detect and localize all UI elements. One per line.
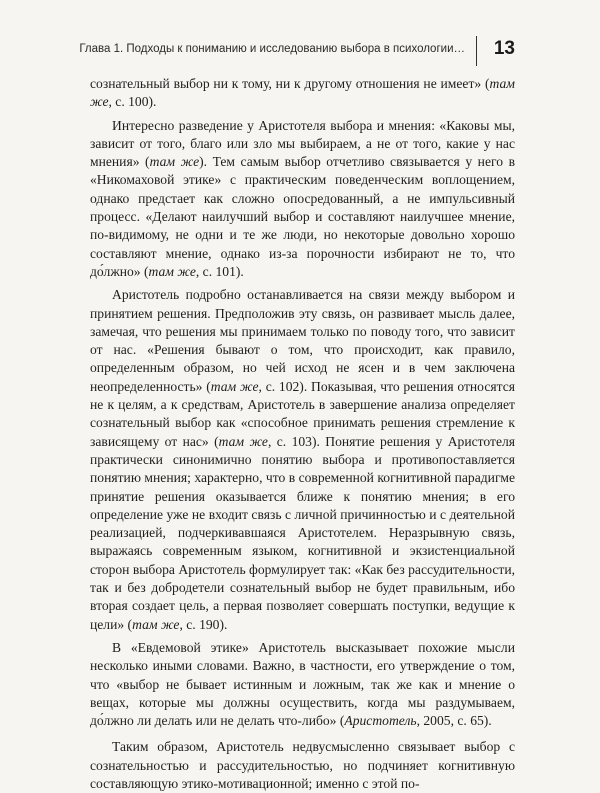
chapter-title: Глава 1. Подходы к пониманию и исследованию выбора в психологии… bbox=[79, 43, 465, 55]
citation-author: там же bbox=[149, 154, 200, 170]
paragraph bbox=[90, 117, 515, 282]
paragraph bbox=[90, 286, 515, 634]
text-run: , с. 190). bbox=[179, 616, 228, 632]
citation-author: Аристотель bbox=[344, 713, 417, 729]
text-run: , с. 103). Понятие решения у Аристотеля практически синонимично понятию выбора и противопоставляется понятию мнения; характерно, что в современной когнитивной парадигме принятие решения оказывается ближе к понятию мнения; в его определение уже не входит связь с личной причинностью и с деятельной реализацией, подчеркивавшаяся Аристотелем. Неразрывную связь, выражаясь современным языком, когнитивной и экзистенциальной сторон выбора Аристотель формулирует так: «Как без рассудительности, так и без добродетели сознательный выбор не будет правильным, ибо вторая создает цель, а первая позволяет совершать поступки, ведущие к цели» ( bbox=[90, 433, 516, 632]
citation-author: там же bbox=[148, 263, 196, 279]
paragraph bbox=[90, 75, 515, 112]
text-run: ). Тем самым выбор отчетливо связывается у него в «Никомаховой этике» с практическим поведенческим воплощением, однако предстает как сложно опосредованный, а не импульсивный процесс. «Делают наилучший выбор и составляют наилучшее мнение, по-видимому, не одни и те же люди, но некоторые довольно хорошо составляют мнение, однако из-за порочности избирают не то, что до́лжно» ( bbox=[90, 154, 515, 279]
text-run: В «Евдемовой этике» Аристотель высказывает похожие мысли несколько иными словами. Важно, в частности, его утверждение о том, что «выбор не бывает истинным и ложным, так же как и мнение о вещах, которые мы должны осуществить, когда мы раздумываем, до́лжно ли делать или не делать что-либо» ( bbox=[90, 639, 515, 729]
text-run: Аристотель подробно останавливается на связи между выбором и принятием решения. Предположив эту связь, он развивает мысль далее, замечая, что решения мы принимаем только по поводу того, что зависит от нас. «Решения бывают о том, что происходит, как правило, определенным образом, но чей исход не ясен и в чем заключена неопределенность» ( bbox=[90, 287, 515, 394]
paragraph bbox=[90, 639, 515, 730]
header-divider bbox=[476, 36, 477, 66]
citation-author: там же bbox=[132, 616, 180, 632]
text-run: Интересно разведение у Аристотеля выбора и мнения: «Каковы мы, зависит от того, благо или зло мы выбираем, а не от того, какие у нас мнения» ( bbox=[90, 117, 515, 170]
text-run: , с. 100). bbox=[108, 94, 157, 110]
paragraph bbox=[90, 738, 515, 793]
citation-author: там же bbox=[90, 76, 515, 110]
citation-author: там же bbox=[210, 378, 259, 394]
text-run: , с. 102). Показывая, что решения относятся не к целям, а к средствам, Аристотель в завершение анализа определяет сознательный выбор как «способное принимать решения стремление к зависящему от нас» ( bbox=[90, 378, 515, 449]
text-run: , с. 101). bbox=[195, 263, 244, 279]
body-text bbox=[90, 75, 515, 793]
text-run: , 2005, с. 65). bbox=[416, 713, 492, 729]
page-number: 13 bbox=[493, 38, 515, 59]
text-run: сознательный выбор ни к тому, ни к другому отношения не имеет» ( bbox=[90, 76, 490, 91]
running-header bbox=[79, 38, 515, 62]
text-run: Таким образом, Аристотель недвусмысленно связывает выбор с сознательностью и рассудительностью, но подчиняет когнитивную составляющую этико-мотивационной; именно с этой по- bbox=[90, 739, 515, 791]
citation-author: там же bbox=[218, 433, 268, 449]
